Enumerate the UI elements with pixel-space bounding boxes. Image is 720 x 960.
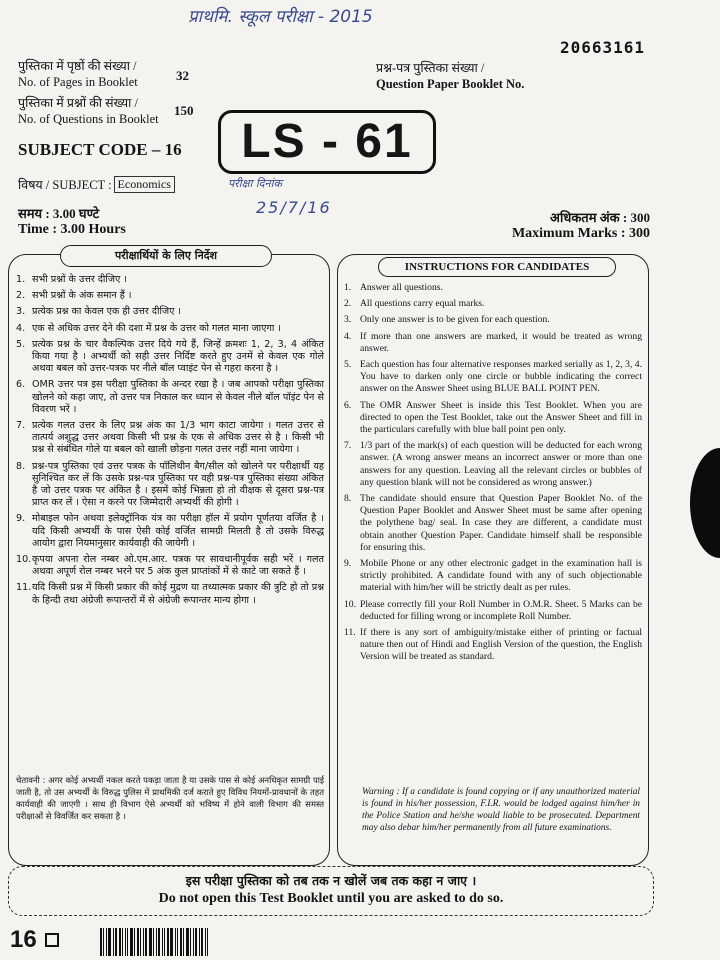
en-item-text: The candidate should ensure that Question Paper Booklet No. of the Question Paper Booklet and Answer Sheet must be same after opening the polythene bag/ seal. In case they are different, a candidate must obtain another Question Paper. Candidate himself shall be responsible for ensuring this. xyxy=(360,493,642,553)
barcode-bar xyxy=(167,928,169,956)
barcode-bar xyxy=(108,928,111,956)
barcode-bar xyxy=(130,928,133,956)
en-item xyxy=(344,599,642,623)
footer-code xyxy=(10,926,59,954)
en-item xyxy=(344,331,642,355)
en-item-text: All questions carry equal marks. xyxy=(360,298,485,310)
en-item-text: Only one answer is to be given for each question. xyxy=(360,314,550,326)
barcode-bar xyxy=(175,928,176,956)
questions-value: 150 xyxy=(174,103,194,118)
barcode-bar xyxy=(183,928,184,956)
barcode-bar xyxy=(162,928,163,956)
hi-item-text: कृपया अपना रोल नम्बर ओ.एम.आर. पत्रक पर सावधानीपूर्वक सही भरें । गलत अथवा अपूर्ण रोल नम्बर भरने पर 5 अंक कुल प्राप्तांकों में से काटे जा सकते हैं । xyxy=(32,554,324,578)
barcode-bar xyxy=(158,928,160,956)
barcode-bar xyxy=(207,928,208,956)
en-item-number: 7. xyxy=(344,440,352,452)
barcode-bar xyxy=(115,928,117,956)
barcode-bar xyxy=(127,928,128,956)
barcode-bar xyxy=(193,928,194,956)
barcode-bar xyxy=(156,928,157,956)
en-item-number: 4. xyxy=(344,330,352,342)
barcode-bar xyxy=(106,928,107,956)
hi-item xyxy=(16,582,324,606)
en-item-number: 10. xyxy=(344,598,356,610)
booklet-no-label-hi: प्रश्न-पत्र पुस्तिका संख्या / xyxy=(376,61,485,75)
questions-label-hi: पुस्तिका में प्रश्नों की संख्या / xyxy=(18,96,139,110)
barcode-bar xyxy=(190,928,191,956)
barcode-bar xyxy=(164,928,165,956)
hi-item xyxy=(16,290,324,302)
barcode-bar xyxy=(143,928,144,956)
en-item xyxy=(344,440,642,489)
barcode-bar xyxy=(100,928,102,956)
hi-item xyxy=(16,461,324,510)
marks-en: Maximum Marks : 300 xyxy=(511,226,650,241)
en-item-text: Please correctly fill your Roll Number in O.M.R. Sheet. 5 Marks can be deducted for filling wrong or incomplete Roll Number. xyxy=(360,598,642,622)
en-item-number: 9. xyxy=(344,558,352,570)
paper-code: LS - 61 xyxy=(241,115,413,168)
serial-number: 20663161 xyxy=(560,38,646,57)
en-item-text: 1/3 part of the mark(s) of each question will be deducted for each wrong answer. (A wrong answer means an incorrect answer or more than one answers for any question. Leaving all the relevant circles or bubbles of any question blank will not be considered as wrong answer.) xyxy=(360,440,642,488)
banner-en: Do not open this Test Booklet until you are asked to do so. xyxy=(158,891,504,906)
questions-label-en: No. of Questions in Booklet xyxy=(18,112,159,126)
scan-blot xyxy=(690,448,720,558)
barcode-bar xyxy=(125,928,126,956)
barcode-bar xyxy=(103,928,104,956)
barcode-bar xyxy=(122,928,123,956)
hindi-instructions-list xyxy=(16,274,324,611)
hi-item-text: मोबाइल फोन अथवा इलेक्ट्रॉनिक यंत्र का परीक्षा हॉल में प्रयोग पूर्णतया वर्जित है । यदि किसी अभ्यर्थी के पास ऐसी कोई वर्जित सामग्री मिलती है तो उसके विरुद्ध आयोग द्वारा नियमानुसार कार्यवाही की जायेगी । xyxy=(32,513,324,549)
english-instructions-list xyxy=(344,282,642,668)
subject-value: Economics xyxy=(114,176,175,193)
en-item-number: 3. xyxy=(344,314,352,326)
paper-code-box xyxy=(218,110,436,174)
en-item-text: The OMR Answer Sheet is inside this Test Booklet. When you are directed to open the Test Booklet, take out the Answer Sheet and fill in the particulars carefully with blue ball point pen only. xyxy=(360,399,642,436)
barcode-bar xyxy=(186,928,189,956)
pages-value: 32 xyxy=(176,68,189,83)
hi-item xyxy=(16,274,324,286)
hi-item-text: OMR उत्तर पत्र इस परीक्षा पुस्तिका के अन्दर रखा है । जब आपको परीक्षा पुस्तिका खोलने को कहा जाए, तो उत्तर पत्र निकाल कर ध्यान से केवल नीले बॉल पॉइंट पेन से विवरण भरें । xyxy=(32,379,324,415)
hindi-instructions-title: परीक्षार्थियों के लिए निर्देश xyxy=(60,245,272,267)
hi-item-text: यदि किसी प्रश्न में किसी प्रकार की कोई मुद्रण या तथ्यात्मक प्रकार की त्रुटि हो तो प्रश्न के हिन्दी तथा अंग्रेजी रूपान्तरों में से अंग्रेजी रूपान्तर मान्य होगा । xyxy=(32,582,324,606)
barcode-bar xyxy=(195,928,197,956)
en-item-text: Each question has four alternative responses marked serially as 1, 2, 3, 4. You have to darken only one circle or bubble indicating the correct answer on the Answer Sheet using BLUE BALL POINT PEN. xyxy=(360,359,642,395)
barcode-bar xyxy=(177,928,178,956)
en-item xyxy=(344,298,642,310)
booklet-no-label xyxy=(376,60,576,92)
en-item xyxy=(344,400,642,437)
hi-item-number: 5. xyxy=(16,338,26,350)
hi-item xyxy=(16,379,324,416)
barcode-bar xyxy=(205,928,206,956)
barcode-bar xyxy=(199,928,200,956)
hi-item xyxy=(16,554,324,578)
do-not-open-banner xyxy=(8,866,654,916)
barcode-bar xyxy=(145,928,147,956)
handwritten-title: प्राथमि. स्कूल परीक्षा - 2015 xyxy=(188,7,373,27)
hi-item-number: 6. xyxy=(16,379,26,391)
hi-item xyxy=(16,420,324,457)
subject-label: विषय / SUBJECT : xyxy=(18,178,112,192)
hi-item xyxy=(16,306,324,318)
barcode-bar xyxy=(149,928,152,956)
hi-item-number: 10. xyxy=(16,554,32,566)
hi-item-number: 8. xyxy=(16,460,26,472)
en-item xyxy=(344,627,642,664)
hi-item-text: प्रत्येक गलत उत्तर के लिए प्रश्न अंक का 1/3 भाग काटा जायेगा । गलत उत्तर से तात्पर्य अशुद्ध उत्तर अथवा किसी भी प्रश्न के एक से अधिक उत्तर से है । किसी भी प्रश्न से संबंधित गोले या बबल को खाली छोड़ना गलत उत्तर नहीं माना जायेगा । xyxy=(32,420,324,456)
marks-block xyxy=(512,210,650,242)
pages-label xyxy=(18,58,178,90)
hi-item-text: सभी प्रश्नों के अंक समान हैं । xyxy=(32,290,132,302)
marks-hi: अधिकतम अंक : 300 xyxy=(550,210,650,225)
en-item-number: 5. xyxy=(344,359,352,371)
square-icon xyxy=(45,933,59,947)
hi-item-number: 3. xyxy=(16,306,26,318)
subject-code: SUBJECT CODE – 16 xyxy=(18,140,182,159)
barcode-bar xyxy=(153,928,154,956)
barcode-bar xyxy=(113,928,114,956)
hi-item-text: सभी प्रश्नों के उत्तर दीजिए । xyxy=(32,274,127,285)
barcode-bar xyxy=(180,928,182,956)
barcode-bar xyxy=(170,928,173,956)
hi-item-number: 9. xyxy=(16,513,26,525)
barcode xyxy=(100,928,210,956)
en-item-text: If more than one answers are marked, it would be treated as wrong answer. xyxy=(360,330,642,354)
hindi-warning: चेतावनी : अगर कोई अभ्यर्थी नकल करते पकड़ा जाता है या उसके पास से कोई अनधिकृत सामग्री पाई जाती है, तो उस अभ्यर्थी के विरुद्ध पुलिस में प्राथमिकी दर्ज कराते हुए विविध नियमों-प्रावधानों के तहत कार्यवाही की जाएगी । साथ ही विभाग ऐसे अभ्यर्थी को भविष्य में होने वाली विभाग की समस्त परीक्षाओं से विवर्जित कर सकता है । xyxy=(16,775,324,821)
booklet-no-label-en: Question Paper Booklet No. xyxy=(376,77,525,91)
hi-item-number: 7. xyxy=(16,420,26,432)
en-item-number: 2. xyxy=(344,298,352,310)
time-hi: समय : 3.00 घण्टे xyxy=(18,206,100,221)
barcode-bar xyxy=(134,928,135,956)
time-block xyxy=(18,206,126,238)
banner-hi: इस परीक्षा पुस्तिका को तब तक न खोलें जब तक कहा न जाए । xyxy=(185,873,477,888)
hi-item-text: प्रश्न-पत्र पुस्तिका एवं उत्तर पत्रक के पॉलिथीन बैग/सील को खोलने पर परीक्षार्थी यह सुनिश्चित कर लें कि उसके प्रश्न-पत्र पुस्तिका पर वही प्रश्न-पत्र पुस्तिका संख्या अंकित है जो उत्तर पत्रक पर अंकित है । इसमें कोई भिन्नता हो तो वीक्षक से दूसरा प्रश्न-पत्र प्राप्त कर लें । ऐसा न करने पर जिम्मेदारी अभ्यर्थी की होगी । xyxy=(32,460,324,509)
questions-label xyxy=(18,95,178,127)
en-item-text: Answer all questions. xyxy=(360,282,443,293)
barcode-bar xyxy=(119,928,121,956)
hi-item-number: 1. xyxy=(16,274,26,285)
en-item-number: 8. xyxy=(344,493,352,505)
subject-row xyxy=(18,176,175,193)
pages-label-hi: पुस्तिका में पृष्ठों की संख्या / xyxy=(18,59,137,73)
en-item xyxy=(344,493,642,554)
en-item xyxy=(344,558,642,595)
hi-item-text: एक से अधिक उत्तर देने की दशा में प्रश्न के उत्तर को गलत माना जाएगा । xyxy=(32,322,282,334)
hi-item-text: प्रत्येक प्रश्न का केवल एक ही उत्तर दीजिए । xyxy=(32,306,182,318)
hi-item-number: 11. xyxy=(16,582,32,594)
hi-item-number: 2. xyxy=(16,290,26,302)
barcode-bar xyxy=(201,928,203,956)
pages-label-en: No. of Pages in Booklet xyxy=(18,75,138,89)
en-item xyxy=(344,282,642,294)
en-item xyxy=(344,359,642,396)
english-instructions-title: INSTRUCTIONS FOR CANDIDATES xyxy=(378,257,616,277)
hi-item-number: 4. xyxy=(16,322,26,334)
hi-item xyxy=(16,323,324,335)
hi-item xyxy=(16,513,324,550)
barcode-bar xyxy=(140,928,141,956)
hi-item xyxy=(16,339,324,376)
handwritten-exam-note: परीक्षा दिनांक xyxy=(228,177,282,190)
en-item-text: Mobile Phone or any other electronic gadget in the examination hall is strictly prohibited. A candidate found with any of such objectionable material with him/her will be strictly dealt as per rules. xyxy=(360,558,642,594)
en-item-text: If there is any sort of ambiguity/mistake either of printing or factual nature then out of Hindi and English Version of the question, the English Version will be treated as standard. xyxy=(360,627,642,663)
footer-code-number: 16 xyxy=(10,926,37,953)
en-item-number: 11. xyxy=(344,627,356,639)
handwritten-date: 25/7/16 xyxy=(256,198,332,217)
time-en: Time : 3.00 Hours xyxy=(18,222,126,237)
en-item-number: 6. xyxy=(344,399,352,411)
english-warning: Warning : If a candidate is found copying or if any unauthorized material is found in his/her possession, F.I.R. would be lodged against him/her in the Police Station and he/she would liable to be prosecuted. Department may also debar him/her permanently from all future examinations. xyxy=(362,787,640,833)
en-item xyxy=(344,314,642,326)
barcode-bar xyxy=(137,928,139,956)
en-item-number: 1. xyxy=(344,282,352,293)
hi-item-text: प्रत्येक प्रश्न के चार वैकल्पिक उत्तर दिये गये हैं, जिन्हें क्रमशः 1, 2, 3, 4 अंकित किया गया है । अभ्यर्थी को सही उत्तर निर्दिष्ट करते हुए उनमें से केवल एक गोले अथवा बबल को उत्तर-पत्रक पर नीले बॉल प्वाइंट पेन से गहरा करना है । xyxy=(32,338,324,375)
